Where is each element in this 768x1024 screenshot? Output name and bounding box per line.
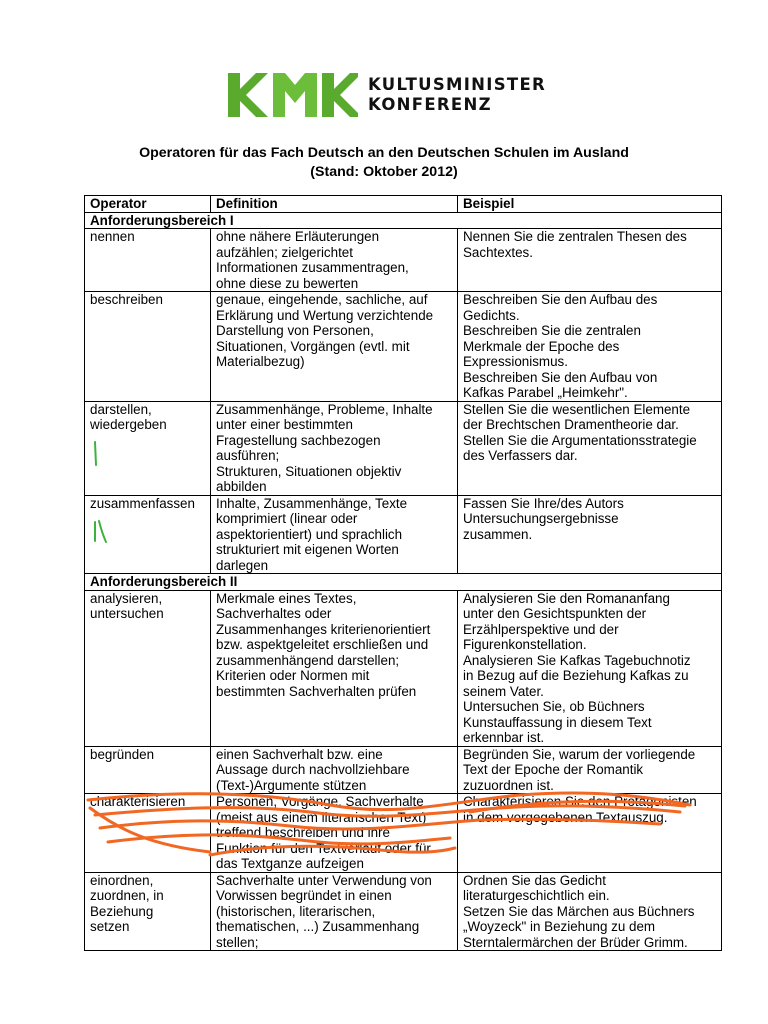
header-example: Beispiel (458, 196, 722, 213)
operator-cell-line: setzen (90, 919, 130, 934)
section-row (85, 574, 722, 591)
example-cell-line: seinem Vater. (463, 683, 544, 699)
example-cell-line: Untersuchen Sie, ob Büchners (463, 699, 645, 714)
table-row (85, 746, 722, 794)
example-cell-line: unter den Gesichtspunkten der (463, 606, 647, 621)
example-cell-line: in Bezug auf die Beziehung Kafkas zu (463, 668, 689, 683)
logo-text-line1: KULTUSMINISTER (368, 75, 547, 94)
operator-cell-line: beschreiben (90, 292, 163, 307)
operators-table (84, 195, 722, 951)
definition-cell-line: aspektorientiert) und sprachlich (216, 526, 403, 542)
operator-cell-line: nennen (90, 229, 135, 244)
operator-cell (85, 495, 211, 574)
definition-cell-line: Funktion für den Textverlauf oder für (216, 840, 431, 856)
definition-cell-line: Kriterien oder Normen mit (216, 668, 370, 683)
example-cell (458, 292, 722, 402)
kmk-logo-mark (228, 73, 358, 117)
example-cell-line: Setzen Sie das Märchen aus Büchners (463, 903, 695, 919)
example-cell-line: „Woyzeck" in Beziehung zu dem (463, 919, 656, 934)
definition-cell-line: aufzählen; zielgerichtet (216, 244, 353, 260)
definition-cell-line: Situationen, Vorgängen (evtl. mit (216, 338, 410, 354)
definition-cell-line: unter einer bestimmten (216, 417, 353, 432)
operator-cell (85, 872, 211, 951)
operator-cell (85, 746, 211, 794)
definition-cell-line: (Text-)Argumente stützen (216, 777, 367, 793)
operator-cell (85, 292, 211, 402)
definition-cell-line: Erklärung und Wertung verzichtende (216, 307, 434, 323)
kmk-logo (228, 73, 548, 117)
example-cell (458, 401, 722, 495)
example-cell-line: Sachtextes. (463, 244, 533, 260)
operator-cell (85, 794, 211, 873)
section-heading: Anforderungsbereich I (85, 212, 722, 229)
table-row (85, 495, 722, 574)
operator-cell-line: charakterisieren (90, 794, 186, 809)
table-row (85, 794, 722, 873)
definition-cell-line: treffend beschreiben und ihre (216, 825, 390, 840)
example-cell-line: Ordnen Sie das Gedicht (463, 872, 606, 888)
table-row (85, 872, 722, 951)
example-cell-line: Kafkas Parabel „Heimkehr". (463, 385, 628, 400)
definition-cell (211, 292, 458, 402)
definition-cell-line: Materialbezug) (216, 354, 305, 369)
example-cell-line: Gedichts. (463, 307, 520, 323)
definition-cell-line: genaue, eingehende, sachliche, auf (216, 292, 428, 307)
example-cell-line: Stellen Sie die Argumentationsstrategie (463, 432, 697, 448)
operator-cell-line: begründen (90, 746, 155, 762)
operator-cell-line: untersuchen (90, 606, 164, 621)
table-row (85, 401, 722, 495)
example-cell-line: Sterntalermärchen der Brüder Grimm. (463, 934, 688, 950)
definition-cell-line: zusammenhängend darstellen; (216, 652, 400, 668)
example-cell (458, 590, 722, 746)
example-cell-line: Begründen Sie, warum der vorliegende (463, 746, 696, 762)
example-cell-line: Analysieren Sie Kafkas Tagebuchnotiz (463, 652, 691, 668)
document-title (0, 144, 768, 182)
example-cell-line: zusammen. (463, 526, 533, 542)
operator-cell-line: zusammenfassen (90, 495, 195, 511)
definition-cell-line: Informationen zusammentragen, (216, 260, 409, 275)
operator-cell-line: Beziehung (90, 903, 154, 919)
example-cell (458, 229, 722, 292)
definition-cell (211, 872, 458, 951)
example-cell (458, 746, 722, 794)
example-cell-line: Beschreiben Sie die zentralen (463, 323, 641, 338)
definition-cell-line: Darstellung von Personen, (216, 323, 374, 338)
table-row (85, 590, 722, 746)
definition-cell-line: strukturiert mit eigenen Worten (216, 542, 399, 557)
definition-cell-line: Merkmale eines Textes, (216, 590, 357, 606)
definition-cell-line: thematischen, ...) Zusammenhang (216, 919, 420, 934)
definition-cell-line: Inhalte, Zusammenhänge, Texte (216, 495, 408, 511)
example-cell-line: erkennbar ist. (463, 730, 545, 745)
operator-cell-line: darstellen, (90, 401, 152, 417)
example-cell-line: Stellen Sie die wesentlichen Elemente (463, 401, 691, 417)
operator-cell (85, 229, 211, 292)
definition-cell-line: Zusammenhänge, Probleme, Inhalte (216, 401, 433, 417)
definition-cell-line: Strukturen, Situationen objektiv (216, 463, 402, 479)
definition-cell-line: bestimmten Sachverhalten prüfen (216, 683, 417, 699)
example-cell-line: Untersuchungsergebnisse (463, 511, 619, 526)
definition-cell (211, 401, 458, 495)
definition-cell (211, 590, 458, 746)
example-cell-line: der Brechtschen Dramentheorie dar. (463, 417, 679, 432)
example-cell-line: des Verfassers dar. (463, 448, 578, 463)
example-cell-line: Charakterisieren Sie den Protagonisten (463, 794, 697, 809)
header-operator: Operator (85, 196, 211, 213)
example-cell-line: Fassen Sie Ihre/des Autors (463, 495, 624, 511)
definition-cell-line: ohne diese zu bewerten (216, 275, 359, 291)
example-cell-line: Merkmale der Epoche des (463, 338, 620, 354)
operator-cell (85, 590, 211, 746)
title-line2: (Stand: Oktober 2012) (310, 164, 458, 180)
example-cell-line: Text der Epoche der Romantik (463, 762, 644, 777)
definition-cell-line: Personen, Vorgänge, Sachverhalte (216, 794, 424, 809)
logo-text-line2: KONFERENZ (368, 95, 492, 114)
definition-cell (211, 794, 458, 873)
definition-cell-line: stellen; (216, 934, 259, 950)
definition-cell-line: (meist aus einem literarischen Text) (216, 809, 427, 825)
example-cell-line: literaturgeschichtlich ein. (463, 888, 610, 903)
example-cell (458, 794, 722, 873)
definition-cell-line: komprimiert (linear oder (216, 511, 358, 526)
example-cell-line: Kunstauffassung in diesem Text (463, 714, 652, 730)
operator-cell-line: analysieren, (90, 590, 163, 606)
operator-cell-line: zuordnen, in (90, 888, 164, 903)
operator-cell (85, 401, 211, 495)
definition-cell-line: abbilden (216, 479, 267, 494)
definition-cell-line: Sachverhalte unter Verwendung von (216, 872, 432, 888)
definition-cell-line: Aussage durch nachvollziehbare (216, 762, 410, 777)
example-cell-line: Nennen Sie die zentralen Thesen des (463, 229, 687, 244)
definition-cell-line: einen Sachverhalt bzw. eine (216, 746, 383, 762)
definition-cell-line: Zusammenhanges kriterienorientiert (216, 621, 431, 637)
table-header-row (85, 196, 722, 213)
example-cell-line: Figurenkonstellation. (463, 637, 587, 652)
definition-cell (211, 229, 458, 292)
header-definition: Definition (211, 196, 458, 213)
table-row (85, 292, 722, 402)
definition-cell-line: ausführen; (216, 448, 280, 463)
definition-cell-line: (historischen, literarischen, (216, 903, 376, 919)
section-heading: Anforderungsbereich II (85, 574, 722, 591)
definition-cell-line: Sachverhaltes oder (216, 606, 332, 621)
definition-cell-line: darlegen (216, 557, 269, 573)
operator-cell-line: wiedergeben (90, 417, 167, 432)
example-cell-line: in dem vorgegebenen Textauszug. (463, 809, 668, 825)
definition-cell-line: das Textganze aufzeigen (216, 856, 364, 871)
example-cell-line: Erzählperspektive und der (463, 621, 619, 637)
title-line1: Operatoren für das Fach Deutsch an den Deutschen Schulen im Ausland (139, 145, 629, 161)
operator-cell-line: einordnen, (90, 872, 154, 888)
example-cell-line: Beschreiben Sie den Aufbau von (463, 369, 658, 385)
definition-cell-line: Fragestellung sachbezogen (216, 432, 381, 448)
definition-cell (211, 746, 458, 794)
definition-cell-line: Vorwissen begründet in einen (216, 888, 392, 903)
example-cell-line: Expressionismus. (463, 354, 568, 369)
section-row (85, 212, 722, 229)
definition-cell-line: bzw. aspektgeleitet erschließen und (216, 637, 429, 652)
example-cell-line: Analysieren Sie den Romananfang (463, 590, 670, 606)
definition-cell-line: ohne nähere Erläuterungen (216, 229, 380, 244)
example-cell-line: zuzuordnen ist. (463, 777, 554, 793)
example-cell (458, 872, 722, 951)
table-row (85, 229, 722, 292)
definition-cell (211, 495, 458, 574)
example-cell (458, 495, 722, 574)
example-cell-line: Beschreiben Sie den Aufbau des (463, 292, 658, 307)
